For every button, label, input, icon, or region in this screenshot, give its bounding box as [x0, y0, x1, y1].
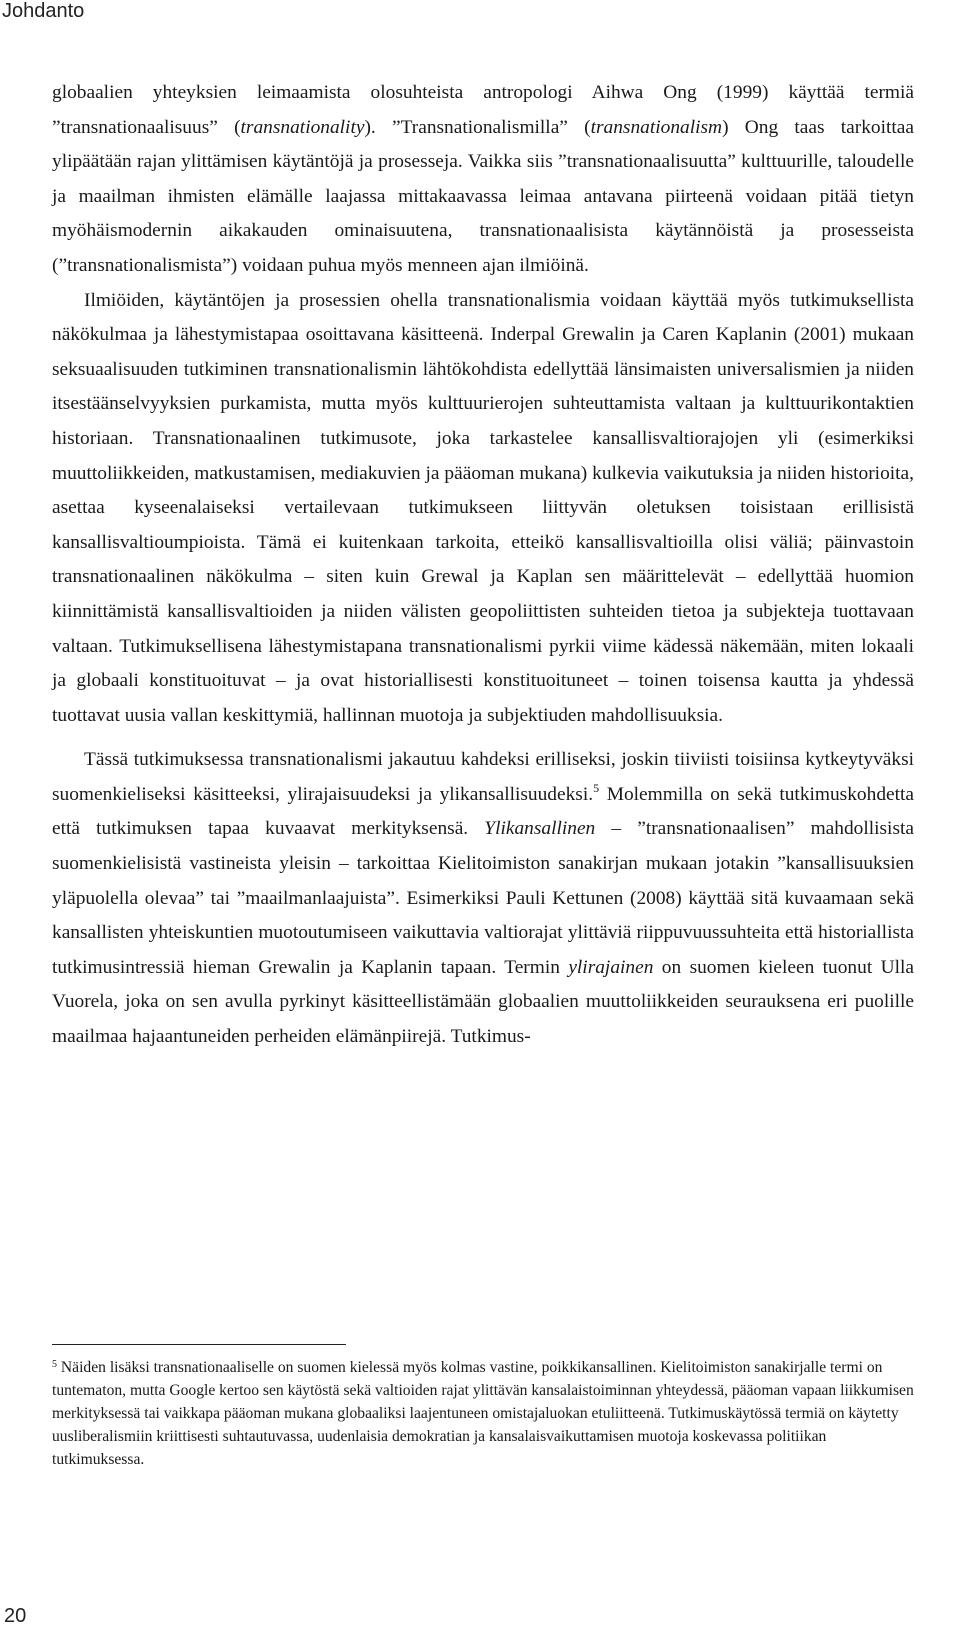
term-transnationality: transnationality	[240, 116, 365, 138]
footnote-reference[interactable]: 5	[593, 780, 600, 795]
term-transnationalism: transnationalism	[590, 116, 723, 138]
paragraph-2: Ilmiöiden, käytäntöjen ja prosessien ohella transnationalismia voidaan käyttää myös tutkimuksellista näkökulmaa ja lähestymistapaa osoittavana käsitteenä. Inderpal Grewalin ja Caren Kaplanin (2001) mukaan seksuaalisuuden tutkiminen transnationalismin lähtökohdista edellyttää länsimaisten universalismien ja niiden itsestäänselvyyksien purkamista, mutta myös kulttuurierojen suhteuttamista valtaan ja kulttuurikontaktien historiaan. Transnationaalinen tutkimusote, joka tarkastelee kansallisvaltiorajojen yli (esimerkiksi muuttoliikkeiden, matkustamisen, mediakuvien ja pääoman mukana) kulkevia vaikutuksia ja niiden historioita, asettaa kyseenalaiseksi vertailevaan tutkimukseen liittyvän oletuksen toisistaan erillisistä kansallisvaltioumpioista. Tämä ei kuitenkaan tarkoita, etteikö kansallisvaltioilla olisi väliä; päinvastoin transnationaalinen näkökulma – siten kuin Grewal ja Kaplan sen määrittelevät – edellyttää huomion kiinnittämistä kansallisvaltioiden ja niiden välisten geopoliittisten suhteiden tietoa ja subjekteja tuottavaan valtaan. Tutkimuksellisena lähestymistapana transnationalismi pyrkii viime kädessä näkemään, miten lokaali ja globaali konstituoituvat – ja ovat historiallisesti konstituoituneet – toinen toisensa kautta ja yhdessä tuottavat uusia vallan keskittymiä, hallinnan muotoja ja subjektiuden mahdollisuuksia.	[52, 289, 914, 726]
term-ylikansallinen: Ylikansallinen	[484, 818, 596, 840]
paragraph-3-text-b: Molemmilla on sekä tutkimuskohdetta että tutkimuksen tapaa kuvaavat merkityksensä.	[52, 783, 914, 840]
body-text	[52, 76, 914, 1055]
paragraph-3-text-c: – ”transnationaalisen” mahdollisista suomenkielisistä vastineista yleisin – tarkoittaa Kielitoimiston sanakirjan mukaan jotakin ”kansallisuuksien yläpuolella olevaa” tai ”maailmanlaajuista”. Esimerkiksi Pauli Kettunen (2008) käyttää sitä kuvaamaan sekä kansallisten yhteiskuntien muotoutumiseen vaikuttavia valtiorajat ylittäviä riippuvuussuhteita että historiallista tutkimusintressiä hieman Grewalin ja Kaplanin tapaan. Termin	[52, 818, 914, 978]
paragraph-3	[52, 743, 914, 1054]
paragraph-1-text-c: ) Ong taas tarkoittaa ylipäätään rajan ylittämisen käytäntöjä ja prosesseja. Vaikka siis ”transnationaalisuutta” kulttuurille, taloudelle ja maailman ihmisten elämälle laajassa mittakaavassa leimaa antavana piirteenä voidaan pitää tietyn myöhäismodernin aikakauden ominaisuutena, transnationaalisista käytännöistä ja prosesseista (”transnationalismista”) voidaan puhua myös menneen ajan ilmiöinä.	[52, 116, 914, 276]
footnote-number: 5	[52, 1359, 57, 1370]
running-head: Johdanto	[2, 0, 85, 22]
footnote-text: Näiden lisäksi transnationaaliselle on suomen kielessä myös kolmas vastine, poikkikansallinen. Kielitoimiston sanakirjalle termi on tuntematon, mutta Google kertoo sen käytöstä sekä valtioiden rajat ylittävän kansalaistoiminnan yhteydessä, pääoman vapaan liikkumisen merkityksessä tai vaikkapa pääoman mukana globaaliksi laajentuneen omistajaluokan etuliitteenä. Tutkimuskäytössä termiä on käytetty uusliberalismiin kriittisesti suhtautuvassa, uudenlaisia demokratian ja kansalaisvaikuttamisen muotoja koskevassa politiikan tutkimuksessa.	[52, 1359, 914, 1468]
footnote	[52, 1356, 914, 1471]
footnote-separator	[52, 1344, 346, 1345]
paragraph-1	[52, 76, 914, 284]
paragraph-1-text-b: ). ”Transnationalismilla” (	[364, 116, 591, 138]
paragraph-1-text-a: globaalien yhteyksien leimaamista olosuhteista antropologi Aihwa Ong (1999) käyttää termiä ”transnationaalisuus” (	[52, 82, 914, 138]
paragraph-3-text-a: Tässä tutkimuksessa transnationalismi jakautuu kahdeksi erilliseksi, joskin tiiviisti toisiinsa kytkeytyväksi suomenkieliseksi käsitteeksi, ylirajaisuudeksi ja ylikansallisuudeksi.	[52, 749, 914, 805]
page-number: 20	[4, 1605, 27, 1627]
term-ylirajainen: ylirajainen	[568, 956, 654, 978]
paragraph-3-text-d: on suomen kieleen tuonut Ulla Vuorela, joka on sen avulla pyrkinyt käsitteellistämään globaalien muuttoliikkeiden seurauksena eri puolille maailmaa hajaantuneiden perheiden elämänpiirejä. Tutkimus-	[52, 956, 914, 1048]
